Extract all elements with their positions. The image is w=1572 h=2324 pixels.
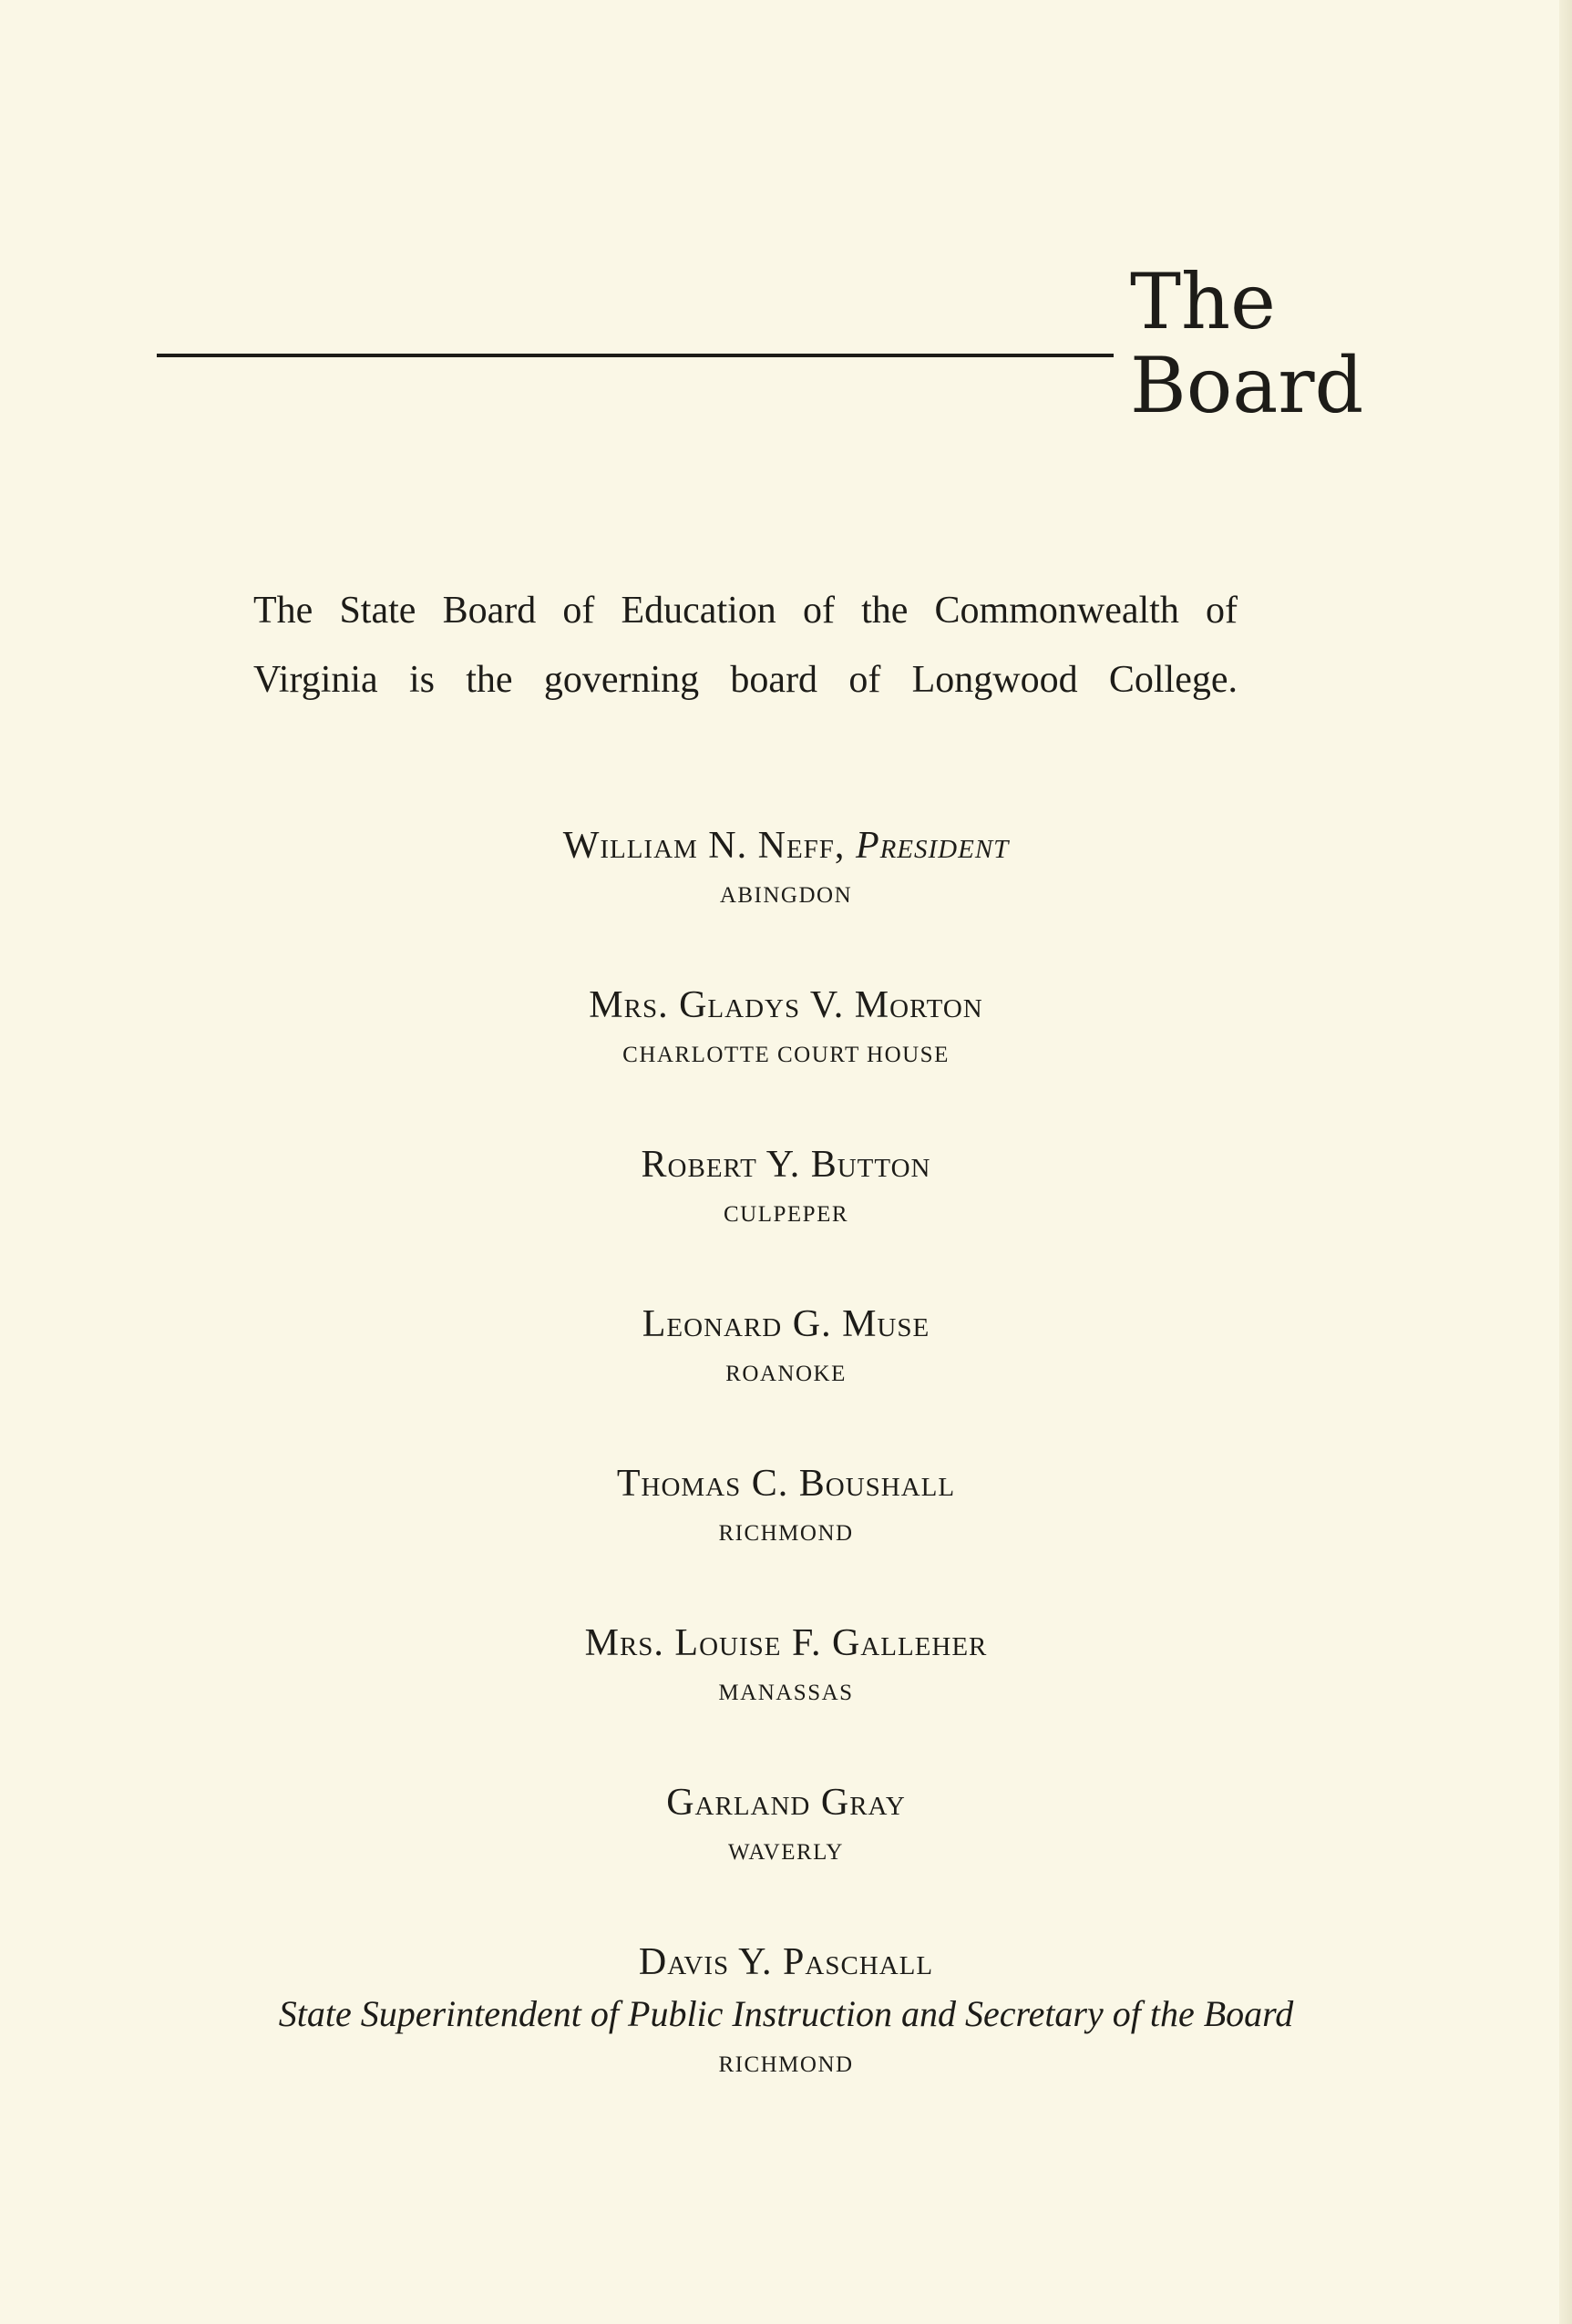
page-title (1130, 257, 1403, 430)
member-name: Leonard G. Muse (642, 1303, 930, 1345)
intro-line-2: Virginia is the governing board of Longwood College. (253, 659, 1238, 701)
superintendent-name: Davis Y. Paschall (638, 1941, 934, 1983)
member-place: CHARLOTTE COURT HOUSE (622, 1043, 950, 1067)
header-rule (157, 354, 1114, 357)
member-name (91, 820, 1481, 871)
member-name: Thomas C. Boushall (616, 1463, 956, 1505)
member-place: ROANOKE (725, 1362, 847, 1386)
member-entry (91, 1618, 1481, 1777)
member-name: Mrs. Gladys V. Morton (589, 984, 983, 1026)
member-entry (91, 1777, 1481, 1937)
member-name-text: William N. Neff, (562, 825, 846, 867)
member-place: WAVERLY (728, 1840, 844, 1865)
page-edge (1559, 0, 1572, 2324)
member-name: Mrs. Louise F. Galleher (584, 1622, 988, 1664)
title-line-2: Board (1130, 341, 1364, 430)
member-entry (91, 820, 1481, 980)
member-entry (91, 980, 1481, 1139)
member-place: RICHMOND (718, 1521, 854, 1546)
member-place: MANASSAS (718, 1681, 854, 1705)
title-line-1: The (1130, 257, 1276, 346)
member-entry (91, 1458, 1481, 1618)
intro-line-1: The State Board of Education of the Commonwealth of (253, 590, 1238, 632)
member-place: CULPEPER (723, 1202, 849, 1227)
member-role: President (855, 825, 1010, 867)
intro-paragraph (253, 576, 1238, 715)
member-name: Garland Gray (666, 1782, 906, 1824)
member-entry (91, 1139, 1481, 1299)
board-members-list (91, 820, 1481, 2096)
superintendent-title: State Superintendent of Public Instruction and Secretary of the Board (278, 1993, 1294, 2034)
member-place: ABINGDON (719, 883, 853, 908)
superintendent-entry (91, 1937, 1481, 2096)
member-entry (91, 1299, 1481, 1458)
member-name: Robert Y. Button (641, 1144, 931, 1186)
superintendent-place: RICHMOND (718, 2052, 854, 2077)
